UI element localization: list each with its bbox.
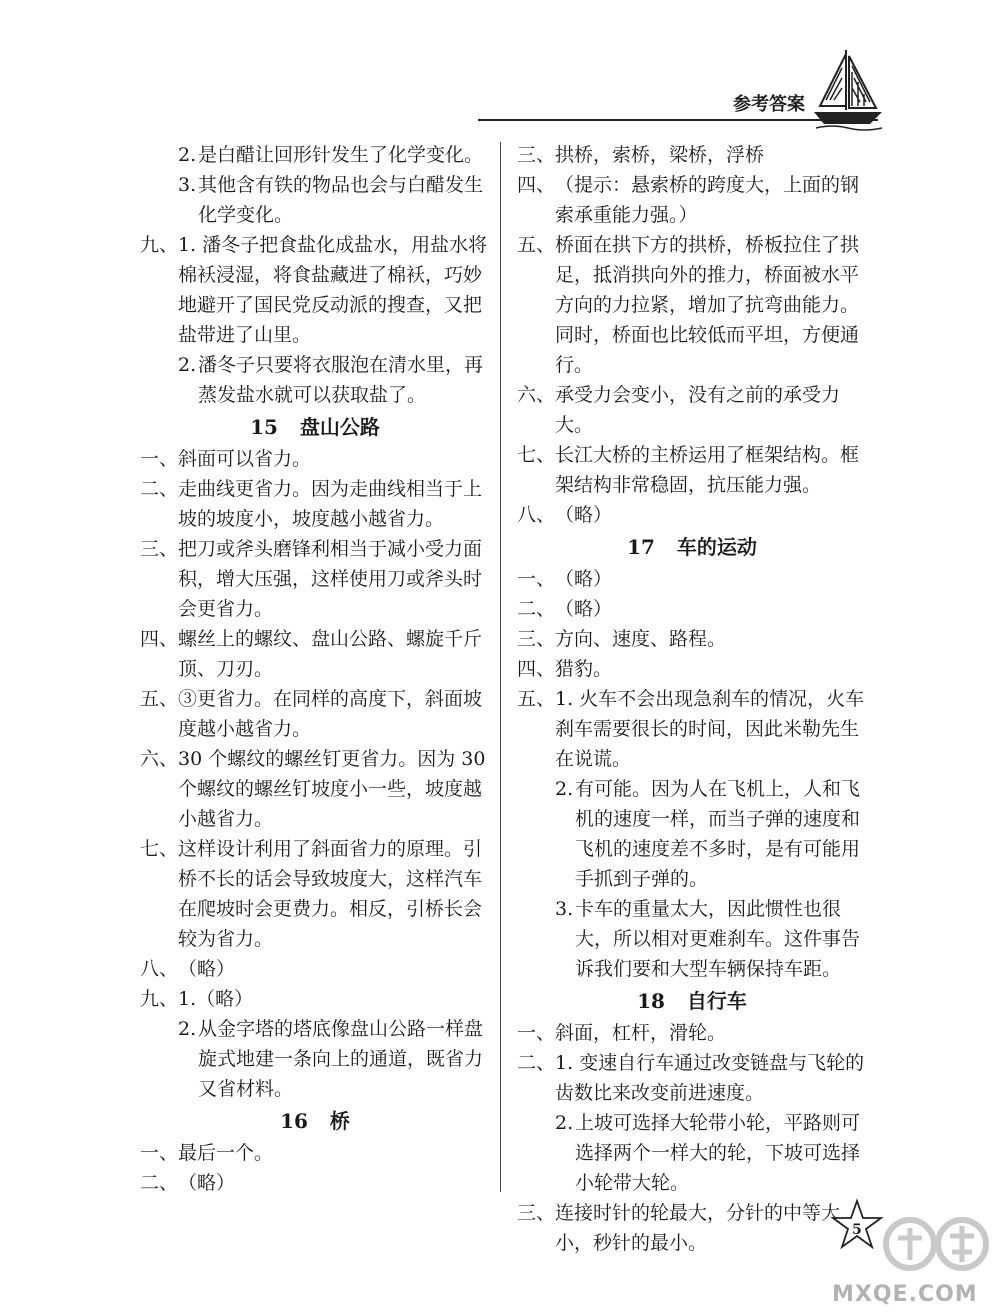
answer-text: 30 个螺纹的螺丝钉更省力。因为 30 个螺纹的螺丝钉坡度小一些，坡度越小越省力。 [178, 748, 486, 830]
answer-item [517, 564, 867, 594]
section-title: 车的运动 [676, 535, 757, 559]
column-divider [500, 142, 501, 1192]
answer-marker: 七、 [140, 838, 179, 860]
answer-item [517, 1108, 867, 1198]
answer-text: 最后一个。 [178, 1142, 274, 1164]
answer-marker: 八、 [140, 958, 179, 980]
answer-text: 方向、速度、路程。 [555, 628, 727, 650]
answer-text: 承受力会变小，没有之前的承受力大。 [555, 384, 841, 436]
answer-marker: 3. [555, 898, 574, 920]
answer-text: 螺丝上的螺纹、盘山公路、螺旋千斤顶、刀刃。 [178, 628, 483, 680]
section-title: 盘山公路 [299, 415, 380, 439]
answer-text: 桥面在拱下方的拱桥，桥板拉住了拱足，抵消拱向外的推力，桥面被水平方向的力拉紧，增加了抗弯曲能力。同时，桥面也比较低而平坦，方便通行。 [555, 234, 860, 376]
answer-text: 潘冬子只要将衣服泡在清水里，再蒸发盐水就可以获取盐了。 [198, 354, 484, 406]
sailboat-icon [812, 48, 884, 132]
section-number: 15 [250, 415, 278, 439]
answer-text: （略） [555, 504, 613, 526]
answer-text: （略） [555, 568, 613, 590]
answer-item [517, 230, 867, 380]
answer-item [517, 774, 867, 894]
answer-text: 猎豹。 [555, 658, 613, 680]
answer-item [517, 894, 867, 984]
answer-text: （略） [178, 958, 236, 980]
answer-item [517, 1048, 867, 1108]
answer-item [140, 444, 490, 474]
answer-text: 卡车的重量太大，因此惯性也很大，所以相对更难刹车。这件事告诉我们要和大型车辆保持车距。 [575, 898, 861, 980]
answer-marker: 五、 [517, 688, 556, 710]
answer-item [517, 440, 867, 500]
answer-text: 1. 变速自行车通过改变链盘与飞轮的齿数比来改变前进速度。 [555, 1052, 865, 1104]
answer-item [140, 1138, 490, 1168]
answer-text: （略） [555, 598, 613, 620]
answer-marker: 九、 [140, 234, 179, 256]
answer-marker: 一、 [140, 448, 179, 470]
answer-marker: 二、 [517, 1052, 556, 1074]
answer-item [140, 140, 490, 170]
answer-marker: 2. [555, 778, 574, 800]
section-number: 18 [637, 989, 665, 1013]
answer-text: 其他含有铁的物品也会与白醋发生化学变化。 [198, 174, 484, 226]
answer-marker: 2. [178, 144, 197, 166]
answer-item [517, 380, 867, 440]
answer-marker: 2. [555, 1112, 574, 1134]
answer-marker: 三、 [140, 538, 179, 560]
answer-item [140, 984, 490, 1014]
answer-text: 这样设计利用了斜面省力的原理。引桥不长的话会导致坡度大，这样汽车在爬坡时会更费力。相反，引桥长会较为省力。 [178, 838, 483, 950]
answer-text: 长江大桥的主桥运用了框架结构。框架结构非常稳固，抗压能力强。 [555, 444, 860, 496]
answer-marker: 六、 [517, 384, 556, 406]
answer-item [140, 624, 490, 684]
answer-marker: 三、 [517, 628, 556, 650]
answer-marker: 二、 [140, 1172, 179, 1194]
answer-text: （提示：悬索桥的跨度大，上面的钢索承重能力强。） [555, 174, 860, 226]
answer-marker: 一、 [517, 1022, 556, 1044]
page-number: 5 [852, 1222, 862, 1238]
answer-marker: 四、 [517, 174, 556, 196]
answer-marker: 四、 [140, 628, 179, 650]
answer-marker: 二、 [140, 478, 179, 500]
answer-text: 把刀或斧头磨锋利相当于减小受力面积，增大压强，这样使用刀或斧头时会更省力。 [178, 538, 483, 620]
answer-item [140, 1014, 490, 1104]
section-heading [140, 410, 490, 444]
left-column [140, 140, 490, 1198]
section-number: 16 [280, 1109, 308, 1133]
answer-item [517, 500, 867, 530]
answer-marker: 三、 [517, 144, 556, 166]
answer-text: 斜面可以省力。 [178, 448, 312, 470]
answer-marker: 五、 [517, 234, 556, 256]
answer-item [517, 684, 867, 774]
answer-item [140, 954, 490, 984]
answer-marker: 二、 [517, 598, 556, 620]
answer-item [517, 170, 867, 230]
answer-text: 从金字塔的塔底像盘山公路一样盘旋式地建一条向上的通道，既省力又省材料。 [198, 1018, 484, 1100]
answer-marker: 三、 [517, 1202, 556, 1224]
answer-text: 1.（略） [178, 988, 254, 1010]
answer-text: ③更省力。在同样的高度下，斜面坡度越小越省力。 [178, 688, 483, 740]
answer-item [517, 140, 867, 170]
answer-item [140, 474, 490, 534]
header-title: 参考答案 [733, 94, 805, 115]
answer-text: 斜面，杠杆，滑轮。 [555, 1022, 727, 1044]
section-title: 桥 [329, 1109, 350, 1133]
answer-text: 连接时针的轮最大，分针的中等大小，秒针的最小。 [555, 1202, 841, 1254]
answer-text: 1. 火车不会出现急刹车的情况，火车刹车需要很长的时间，因此米勒先生在说谎。 [555, 688, 865, 770]
answer-item [140, 534, 490, 624]
answer-marker: 八、 [517, 504, 556, 526]
answer-marker: 七、 [517, 444, 556, 466]
section-heading [517, 530, 867, 564]
section-heading [140, 1104, 490, 1138]
answer-marker: 2. [178, 354, 197, 376]
answer-item [517, 1018, 867, 1048]
answer-text: 是白醋让回形针发生了化学变化。 [198, 144, 484, 166]
answer-item [517, 594, 867, 624]
answer-marker: 五、 [140, 688, 179, 710]
answer-marker: 四、 [517, 658, 556, 680]
answer-marker: 九、 [140, 988, 179, 1010]
section-title: 自行车 [686, 989, 747, 1013]
answer-marker: 一、 [140, 1142, 179, 1164]
answer-text: 上坡可选择大轮带小轮，平路则可选择两个一样大的轮，下坡可选择小轮带大轮。 [575, 1112, 861, 1194]
answer-item [140, 230, 490, 350]
section-number: 17 [627, 535, 655, 559]
answer-marker: 一、 [517, 568, 556, 590]
answer-marker: 2. [178, 1018, 197, 1040]
answer-item [140, 834, 490, 954]
answer-item [517, 624, 867, 654]
answer-item [140, 170, 490, 230]
answer-marker: 六、 [140, 748, 179, 770]
answer-item [140, 684, 490, 744]
answer-item [140, 350, 490, 410]
answer-text: （略） [178, 1172, 236, 1194]
section-heading [517, 984, 867, 1018]
answer-item [517, 1198, 867, 1258]
right-column [517, 140, 867, 1258]
answer-text: 拱桥，索桥，梁桥，浮桥 [555, 144, 765, 166]
answer-text: 走曲线更省力。因为走曲线相当于上坡的坡度小，坡度越小越省力。 [178, 478, 483, 530]
answer-item [140, 1168, 490, 1198]
answer-item [140, 744, 490, 834]
watermark-url: MXQE.COM [832, 1282, 978, 1307]
answer-text: 1. 潘冬子把食盐化成盐水，用盐水将棉袄浸湿，将食盐藏进了棉袄，巧妙地避开了国民党反动派的搜查，又把盐带进了山里。 [178, 234, 488, 346]
answer-text: 有可能。因为人在飞机上，人和飞机的速度一样，而当子弹的速度和飞机的速度差不多时，是有可能用手抓到子弹的。 [575, 778, 861, 890]
answer-marker: 3. [178, 174, 197, 196]
answer-item [517, 654, 867, 684]
